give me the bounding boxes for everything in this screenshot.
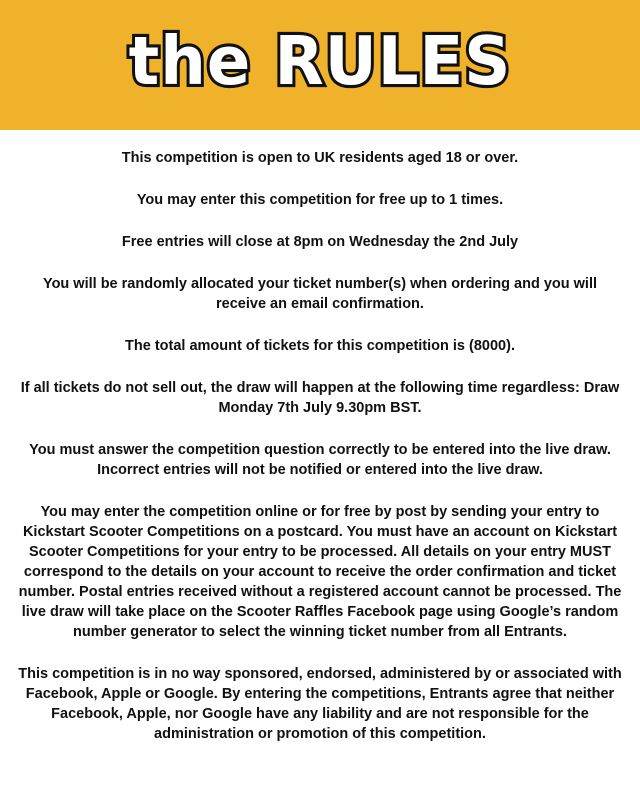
rules-list	[0, 130, 640, 744]
header-banner	[0, 0, 640, 130]
rule-eligibility: This competition is open to UK residents aged 18 or over.	[121, 150, 519, 166]
rule-question: You must answer the competition question correctly to be entered into the live draw. Incorrect entries will not be notified or entered into the live draw.	[29, 442, 611, 478]
rule-draw-time: If all tickets do not sell out, the draw will happen at the following time regardless: Draw Monday 7th July 9.30pm BST.	[20, 380, 620, 416]
rule-free-entries-limit: You may enter this competition for free up to 1 times.	[136, 192, 504, 208]
rule-ticket-allocation: You will be randomly allocated your ticket number(s) when ordering and you will receive an email confirmation.	[42, 276, 598, 312]
rule-postal-entry: You may enter the competition online or for free by post by sending your entry to Kickstart Scooter Competitions on a postcard. You must have an account on Kickstart Scooter Competitions for your entry to be processed. All details on your entry MUST correspond to the details on your account to receive the order confirmation and ticket number. Postal entries received without a registered account cannot be processed. The live draw will take place on the Scooter Raffles Facebook page using Google’s random number generator to select the winning ticket number from all Entrants.	[18, 504, 622, 640]
rule-disclaimer: This competition is in no way sponsored, endorsed, administered by or associated with Facebook, Apple or Google. By entering the competitions, Entrants agree that neither Facebook, Apple, nor Google have any liability and are not responsible for the administration or promotion of this competition.	[18, 666, 622, 742]
rule-free-entries-close: Free entries will close at 8pm on Wednesday the 2nd July	[121, 234, 519, 250]
rules-logo: the RULES	[128, 23, 512, 101]
rule-ticket-total: The total amount of tickets for this competition is (8000).	[125, 338, 515, 354]
